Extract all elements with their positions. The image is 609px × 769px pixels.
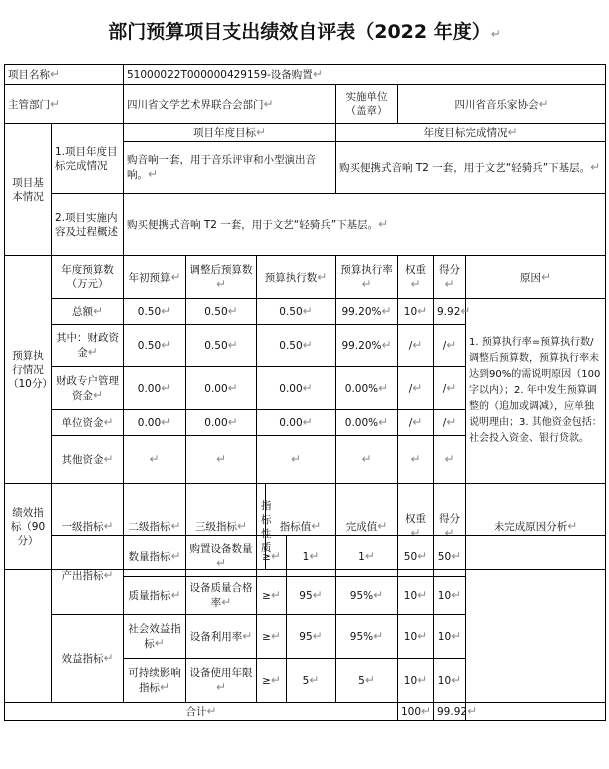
perf-actual: 95%↵	[336, 615, 398, 659]
page-title: 部门预算项目支出绩效自评表（2022 年度）↵	[108, 21, 501, 43]
budget-row-executed: 0.00↵	[257, 410, 336, 436]
perf-level3: 设备质量合格率↵	[186, 577, 257, 615]
perf-score: 50↵	[434, 536, 466, 577]
perf-weight: 50↵	[398, 536, 434, 577]
budget-row-initial: 0.50↵	[124, 299, 186, 325]
budget-row-score: 9.92↵	[434, 299, 466, 325]
perf-nature: ≥↵	[257, 659, 287, 703]
perf-header-level2: 二级指标↵	[124, 484, 186, 570]
perf-header-nature: 指标性质	[257, 484, 266, 570]
completion-header: 年度目标完成情况↵	[336, 124, 606, 142]
perf-actual: 5↵	[336, 659, 398, 703]
budget-row-initial: 0.00↵	[124, 410, 186, 436]
perf-target: 95↵	[287, 615, 336, 659]
perf-level3: 设备使用年限↵	[186, 659, 257, 703]
budget-header-adjusted: 调整后预算数↵	[186, 256, 257, 299]
goal-label: 1.项目年度目标完成情况	[52, 124, 124, 194]
budget-row-adjusted: 0.00↵	[186, 367, 257, 410]
budget-row-weight: /↵	[398, 325, 434, 367]
budget-row-weight: /↵	[398, 410, 434, 436]
perf-target: 1↵	[287, 536, 336, 577]
budget-row-initial: ↵	[124, 436, 186, 484]
perf-weight: 10↵	[398, 659, 434, 703]
budget-row-rate: 99.20%↵	[336, 299, 398, 325]
perf-header-score: 得分↵	[434, 484, 466, 570]
total-weight: 100↵	[398, 703, 434, 721]
perf-label-spacer	[5, 615, 52, 659]
perf-actual: 95%↵	[336, 577, 398, 615]
budget-row-adjusted: 0.00↵	[186, 410, 257, 436]
budget-header-executed: 预算执行数↵	[257, 256, 336, 299]
performance-table	[4, 535, 606, 721]
budget-row-name: 其中：财政资金↵	[52, 325, 124, 367]
budget-row-score: /↵	[434, 367, 466, 410]
perf-nature: ≥↵	[257, 536, 287, 577]
goal-header: 项目年度目标↵	[124, 124, 336, 142]
budget-row-executed: 0.50↵	[257, 325, 336, 367]
perf-nature: ≥↵	[257, 615, 287, 659]
budget-header-weight: 权重↵	[398, 256, 434, 299]
budget-row-rate: 0.00%↵	[336, 367, 398, 410]
budget-row-adjusted: 0.50↵	[186, 325, 257, 367]
impl-unit-value: 四川省音乐家协会↵	[398, 85, 606, 124]
total-label: 合计↵	[5, 703, 398, 721]
perf-level3: 购置设备数量↵	[186, 536, 257, 577]
budget-row-weight: ↵	[398, 436, 434, 484]
perf-level1: 效益指标↵	[52, 615, 124, 703]
budget-row-score: ↵	[434, 436, 466, 484]
budget-row-executed: 0.00↵	[257, 367, 336, 410]
perf-header-reason: 未完成原因分析↵	[466, 484, 606, 570]
budget-header-rate: 预算执行率↵	[336, 256, 398, 299]
project-name-label: 项目名称↵	[5, 65, 124, 85]
budget-header-reason: 原因↵	[466, 256, 606, 299]
budget-row-executed: 0.50↵	[257, 299, 336, 325]
budget-row-name: 单位资金↵	[52, 410, 124, 436]
perf-level2: 数量指标↵	[124, 536, 186, 577]
perf-score: 10↵	[434, 659, 466, 703]
process-text: 购买便携式音响 T2 一套，用于文艺“轻骑兵”下基层。↵	[124, 194, 606, 256]
perf-header-weight: 权重↵	[398, 484, 434, 570]
perf-level2: 质量指标↵	[124, 577, 186, 615]
budget-row-rate: 99.20%↵	[336, 325, 398, 367]
total-row	[5, 703, 606, 721]
goal-text: 购音响一套，用于音乐评审和小型演出音响。↵	[124, 142, 336, 194]
perf-level2: 可持续影响指标↵	[124, 659, 186, 703]
budget-row-rate: ↵	[336, 436, 398, 484]
budget-row-rate: 0.00%↵	[336, 410, 398, 436]
perf-header-level3: 三级指标↵	[186, 484, 257, 570]
budget-row-weight: 10↵	[398, 299, 434, 325]
perf-header-target-value: 指标值↵	[266, 484, 336, 570]
perf-target: 95↵	[287, 577, 336, 615]
basic-info-label: 项目基本情况	[5, 124, 52, 256]
perf-score: 10↵	[434, 577, 466, 615]
department-value: 四川省文学艺术界联合会部门↵	[124, 85, 336, 124]
perf-weight: 10↵	[398, 615, 434, 659]
budget-row-score: /↵	[434, 325, 466, 367]
budget-row-name: 财政专户管理资金↵	[52, 367, 124, 410]
perf-level2: 社会效益指标↵	[124, 615, 186, 659]
department-label: 主管部门↵	[5, 85, 124, 124]
performance-label: 绩效指标（90分）	[5, 484, 52, 570]
budget-header-score: 得分↵	[434, 256, 466, 299]
table-row	[5, 299, 606, 325]
project-name-value: 51000022T000000429159-设备购置↵	[124, 65, 606, 85]
budget-row-adjusted: ↵	[186, 436, 257, 484]
perf-weight: 10↵	[398, 577, 434, 615]
total-reason	[466, 703, 606, 721]
perf-header-level1: 一级指标↵	[52, 484, 124, 570]
total-score: 99.92↵	[434, 703, 466, 721]
completion-text: 购买便携式音响 T2 一套，用于文艺“轻骑兵”下基层。↵	[336, 142, 606, 194]
perf-score: 10↵	[434, 615, 466, 659]
perf-level3: 设备利用率↵	[186, 615, 257, 659]
budget-row-name: 总额↵	[52, 299, 124, 325]
perf-target: 5↵	[287, 659, 336, 703]
evaluation-table	[4, 64, 606, 570]
impl-unit-label: 实施单位（盖章）	[336, 85, 398, 124]
budget-row-initial: 0.50↵	[124, 325, 186, 367]
process-label: 2.项目实施内容及过程概述	[52, 194, 124, 256]
perf-label-spacer	[5, 536, 52, 577]
budget-header-initial: 年初预算↵	[124, 256, 186, 299]
budget-row-name: 其他资金↵	[52, 436, 124, 484]
perf-level1: 产出指标↵	[52, 536, 124, 615]
perf-nature: ≥↵	[257, 577, 287, 615]
budget-row-initial: 0.00↵	[124, 367, 186, 410]
perf-header-actual: 完成值↵	[336, 484, 398, 570]
budget-row-score: /↵	[434, 410, 466, 436]
budget-row-adjusted: 0.50↵	[186, 299, 257, 325]
table-row	[5, 536, 606, 577]
perf-label-spacer	[5, 659, 52, 703]
budget-row-weight: /↵	[398, 367, 434, 410]
budget-header-year: 年度预算数（万元）	[52, 256, 124, 299]
budget-label: 预算执行情况（10分）	[5, 256, 52, 484]
budget-reason-text: 1. 预算执行率=预算执行数/调整后预算数，预算执行率未达到90%的需说明原因（100字以内）；2. 年中发生预算调整的（追加或调减），应单独说明理由；3. 其他资金包括：社会投入资金、银行贷款。	[466, 299, 606, 484]
perf-label-spacer	[5, 577, 52, 615]
budget-row-executed: ↵	[257, 436, 336, 484]
perf-actual: 1↵	[336, 536, 398, 577]
perf-reason	[466, 536, 606, 703]
